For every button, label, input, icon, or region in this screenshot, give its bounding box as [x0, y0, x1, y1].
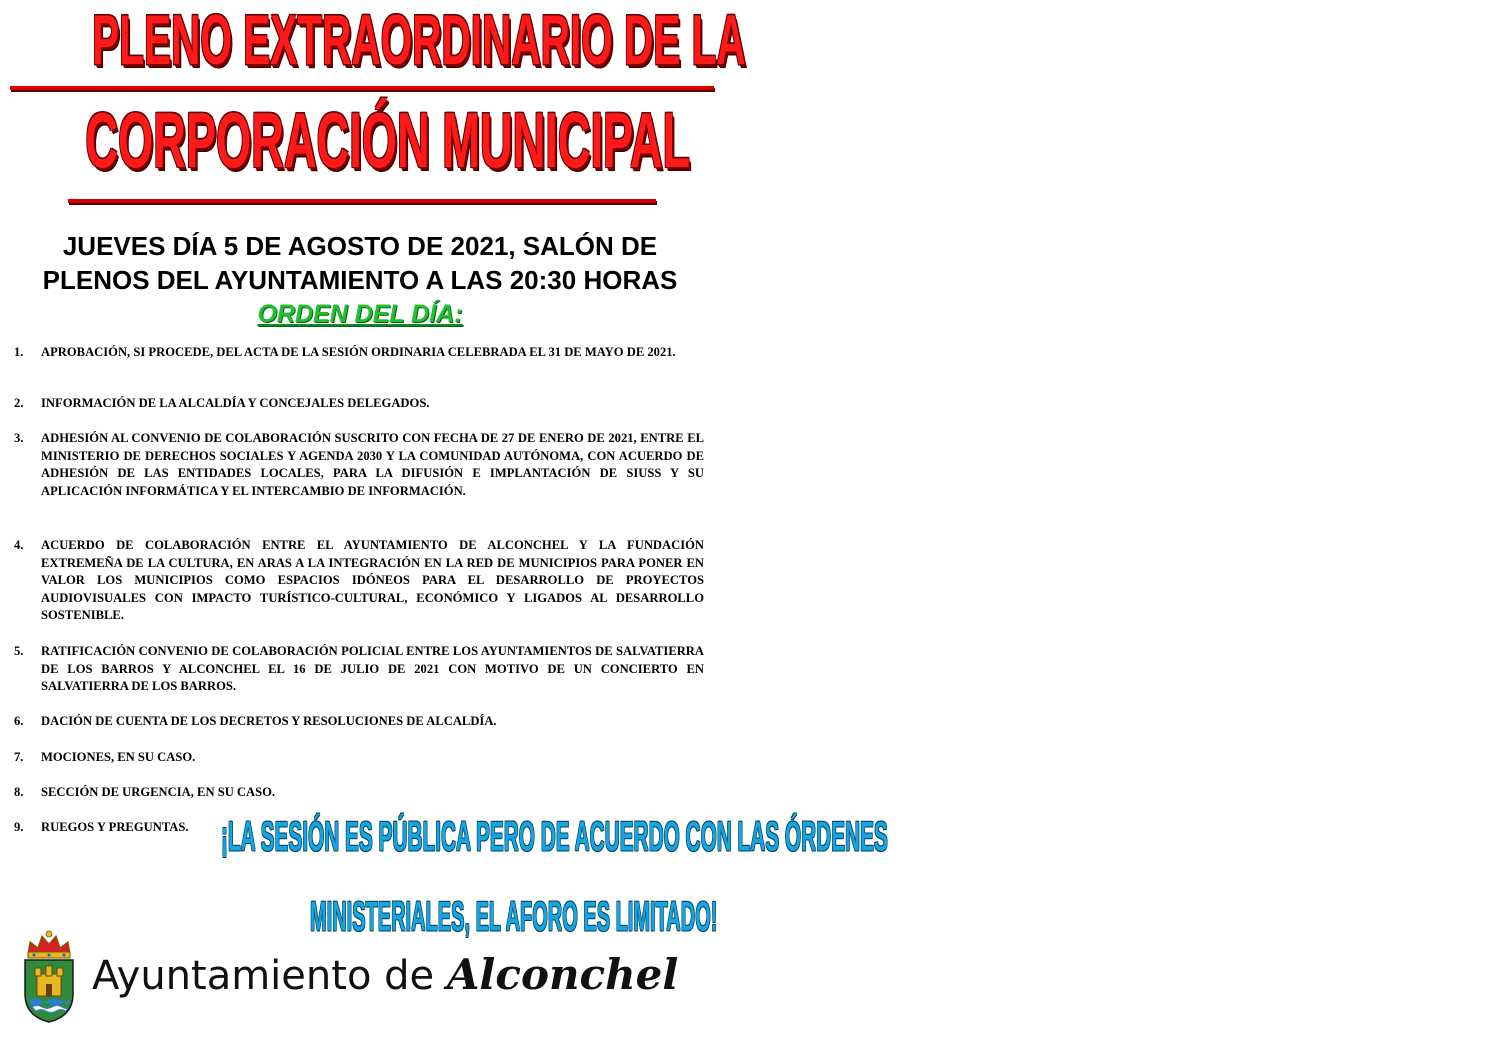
agenda-item-text: APROBACIÓN, SI PROCEDE, DEL ACTA DE LA SESIÓN ORDINARIA CELEBRADA EL 31 DE MAYO DE 2021.	[41, 345, 676, 359]
agenda-item	[14, 749, 704, 767]
agenda-item-text: RATIFICACIÓN CONVENIO DE COLABORACIÓN POLICIAL ENTRE LOS AYUNTAMIENTOS DE SALVATIERRA DE LOS BARROS Y ALCONCHEL EL 16 DE JULIO DE 2021 CON MOTIVO DE UN CONCIERTO EN SALVATIERRA DE LOS BARROS.	[41, 644, 704, 693]
agenda-item	[14, 395, 704, 413]
notice-line-1: ¡LA SESIÓN ES PÚBLICA PERO DE ACUERDO CON LAS ÓRDENES	[221, 813, 888, 861]
agenda-item-number: 7.	[14, 750, 24, 764]
agenda-item-text: ADHESIÓN AL CONVENIO DE COLABORACIÓN SUSCRITO CON FECHA DE 27 DE ENERO DE 2021, ENTRE EL MINISTERIO DE DERECHOS SOCIALES Y AGENDA 2030 Y LA COMUNIDAD AUTÓNOMA, CON ACUERDO DE ADHESIÓN DE LAS ENTIDADES LOCALES, PARA LA DIFUSIÓN E IMPLANTACIÓN DE SIUSS Y SU APLICACIÓN INFORMÁTICA Y EL INTERCAMBIO DE INFORMACIÓN.	[41, 431, 704, 498]
agenda-item-number: 4.	[14, 538, 24, 552]
agenda-item-number: 9.	[14, 820, 24, 834]
footer-municipality	[92, 950, 679, 999]
agenda-item	[14, 344, 704, 362]
notice-line-2: MINISTERIALES, EL AFORO ES LIMITADO!	[310, 893, 718, 941]
agenda-item	[14, 537, 704, 625]
title-line-2: CORPORACIÓN MUNICIPAL	[85, 96, 691, 185]
agenda-item	[14, 643, 704, 696]
agenda-item-text: DACIÓN DE CUENTA DE LOS DECRETOS Y RESOLUCIONES DE ALCALDÍA.	[41, 714, 497, 728]
agenda-item-text: MOCIONES, EN SU CASO.	[41, 750, 196, 764]
footer-town-name: Alconchel	[446, 950, 679, 999]
agenda-item-number: 8.	[14, 785, 24, 799]
agenda-item-number: 6.	[14, 714, 24, 728]
agenda-item	[14, 430, 704, 500]
title-underline-1	[10, 86, 714, 90]
agenda-item	[14, 784, 704, 802]
date-line-2: PLENOS DEL AYUNTAMIENTO A LAS 20:30 HORAS	[42, 265, 678, 295]
order-of-day-heading: ORDEN DEL DÍA:	[257, 300, 463, 328]
coat-of-arms-icon	[20, 924, 78, 1024]
title-line-1: PLENO EXTRAORDINARIO DE LA	[92, 1, 746, 81]
agenda-item-text: SECCIÓN DE URGENCIA, EN SU CASO.	[41, 785, 276, 799]
agenda-item-text: ACUERDO DE COLABORACIÓN ENTRE EL AYUNTAMIENTO DE ALCONCHEL Y LA FUNDACIÓN EXTREMEÑA DE LA CULTURA, EN ARAS A LA INTEGRACIÓN EN LA RED DE MUNICIPIOS PARA PONER EN VALOR LOS MUNICIPIOS COMO ESPACIOS IDÓNEOS PARA EL DESARROLLO DE PROYECTOS AUDIOVISUALES CON IMPACTO TURÍSTICO-CULTURAL, ECONÓMICO Y LIGADOS AL DESARROLLO SOSTENIBLE.	[41, 538, 704, 622]
agenda-item-number: 1.	[14, 345, 24, 359]
agenda-item-number: 5.	[14, 644, 24, 658]
agenda-item-number: 2.	[14, 396, 24, 410]
agenda-item-number: 3.	[14, 431, 24, 445]
title-underline-2	[68, 199, 656, 203]
footer-prefix: Ayuntamiento de	[92, 953, 447, 999]
agenda-item-text: RUEGOS Y PREGUNTAS.	[41, 820, 189, 834]
agenda-item-text: INFORMACIÓN DE LA ALCALDÍA Y CONCEJALES DELEGADOS.	[41, 396, 430, 410]
date-line-1: JUEVES DÍA 5 DE AGOSTO DE 2021, SALÓN DE	[62, 231, 658, 261]
agenda-item	[14, 713, 704, 731]
